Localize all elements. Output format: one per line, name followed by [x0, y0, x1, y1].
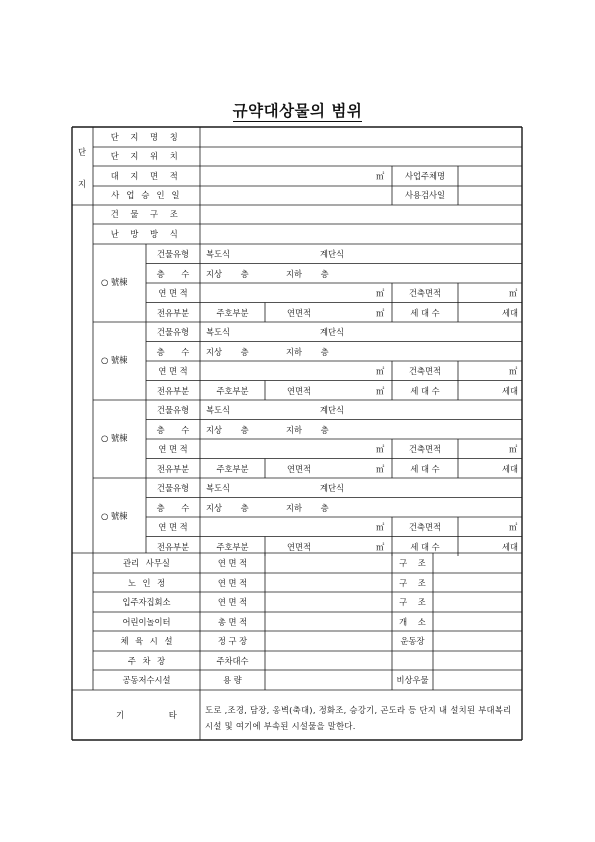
households-label: 세 대 수	[410, 307, 440, 318]
land-area-unit: ㎡	[376, 171, 385, 181]
corridor-type: 복도식	[206, 249, 231, 259]
site-name-label: 단 지 명 칭	[110, 132, 183, 142]
total-area-label: 연 면 적	[158, 444, 188, 454]
corridor-type: 복도식	[206, 327, 231, 337]
floors-label: 층 수	[156, 346, 190, 357]
facility-field-label: 연 면 적	[217, 578, 248, 588]
building-type-label: 건물유형	[156, 483, 190, 493]
total-area-unit: ㎡	[376, 522, 385, 532]
housing-part-label: 주호부분	[216, 463, 249, 474]
floors-above: 지상 층	[206, 424, 249, 435]
site-location-label: 단 지 위 치	[110, 151, 183, 161]
total-area2-unit: ㎡	[376, 385, 385, 396]
footprint-unit: ㎡	[509, 288, 518, 298]
facility-name: 어린이놀이터	[122, 617, 171, 627]
stair-type: 계단식	[320, 327, 345, 337]
inspection-date-label: 사용검사일	[404, 190, 446, 200]
floors-below: 지하 층	[286, 502, 329, 513]
housing-part-label: 주호부분	[216, 385, 249, 396]
footprint-unit: ㎡	[509, 444, 518, 454]
exclusive-label: 전유부분	[156, 307, 190, 318]
facility-right-label: 구 조	[399, 558, 426, 568]
facility-field-label: 총 면 적	[217, 617, 248, 627]
total-area2-label: 연면적	[287, 307, 312, 318]
total-area2-unit: ㎡	[376, 541, 385, 552]
block-label: ○ 號棟	[101, 511, 128, 521]
floors-below: 지하 층	[286, 268, 329, 279]
facility-field-label: 주차대수	[216, 656, 249, 666]
households-label: 세 대 수	[410, 385, 440, 396]
households-unit: 세대	[501, 541, 518, 552]
other-label: 기 타	[116, 710, 177, 720]
land-area-label: 대 지 면 적	[110, 171, 183, 181]
floors-above: 지상 층	[206, 346, 249, 357]
exclusive-label: 전유부분	[156, 541, 190, 552]
floors-label: 층 수	[156, 268, 190, 279]
facility-name: 입주자집회소	[122, 597, 171, 607]
households-unit: 세대	[501, 463, 518, 474]
total-area-label: 연 면 적	[158, 522, 188, 532]
facility-right-label: 개 소	[399, 617, 426, 627]
floors-label: 층 수	[156, 502, 190, 513]
floors-below: 지하 층	[286, 346, 329, 357]
facility-field-label: 연 면 적	[217, 558, 248, 568]
households-label: 세 대 수	[410, 541, 440, 552]
total-area2-label: 연면적	[287, 463, 312, 474]
corridor-type: 복도식	[206, 405, 231, 415]
facility-name: 노 인 정	[127, 578, 166, 588]
approval-date-label: 사 업 승 인 일	[111, 190, 182, 200]
footprint-label: 건축면적	[408, 444, 442, 454]
total-area2-label: 연면적	[287, 541, 312, 552]
total-area2-label: 연면적	[287, 385, 312, 396]
block-label: ○ 號棟	[101, 355, 128, 365]
facility-field-label: 정 구 장	[217, 636, 248, 646]
total-area-label: 연 면 적	[158, 366, 188, 376]
footprint-label: 건축면적	[408, 366, 442, 376]
page-title: 규약대상물의 범위	[232, 102, 363, 120]
other-description: 도로 ,조경, 담장, 옹벽(축대), 정화조, 승강기, 곤도라 등 단지 내 설치된 부대복리시설 및 여기에 부속된 시설물을 말한다.	[205, 705, 512, 731]
building-type-label: 건물유형	[156, 327, 190, 337]
facility-right-label: 비상우물	[396, 675, 429, 685]
footprint-unit: ㎡	[509, 366, 518, 376]
facility-name: 관리 사무실	[123, 558, 170, 568]
households-unit: 세대	[501, 307, 518, 318]
total-area-unit: ㎡	[376, 366, 385, 376]
exclusive-label: 전유부분	[156, 385, 190, 396]
corridor-type: 복도식	[206, 483, 231, 493]
block-label: ○ 號棟	[101, 433, 128, 443]
facility-name: 체 육 시 설	[120, 636, 173, 646]
heating-label: 난 방 방 식	[110, 229, 183, 239]
site-label-bottom: 지	[78, 179, 87, 189]
total-area2-unit: ㎡	[376, 307, 385, 318]
stair-type: 계단식	[320, 249, 345, 259]
block-label: ○ 號棟	[101, 277, 128, 287]
total-area-unit: ㎡	[376, 288, 385, 298]
exclusive-label: 전유부분	[156, 463, 190, 474]
stair-type: 계단식	[320, 483, 345, 493]
facility-name: 주 차 장	[127, 656, 166, 666]
floors-below: 지하 층	[286, 424, 329, 435]
total-area-label: 연 면 적	[158, 288, 188, 298]
households-label: 세 대 수	[410, 463, 440, 474]
footprint-unit: ㎡	[509, 522, 518, 532]
site-label-top: 단	[78, 147, 87, 157]
facility-right-label: 구 조	[399, 597, 426, 607]
total-area2-unit: ㎡	[376, 463, 385, 474]
floors-above: 지상 층	[206, 268, 249, 279]
facility-right-label: 운동장	[400, 636, 425, 646]
building-type-label: 건물유형	[156, 249, 190, 259]
stair-type: 계단식	[320, 405, 345, 415]
structure-label: 건 물 구 조	[110, 209, 183, 219]
business-entity-label: 사업주체명	[404, 171, 446, 181]
facility-field-label: 용 량	[223, 675, 242, 685]
households-unit: 세대	[501, 385, 518, 396]
footprint-label: 건축면적	[408, 522, 442, 532]
housing-part-label: 주호부분	[216, 307, 249, 318]
footprint-label: 건축면적	[408, 288, 442, 298]
housing-part-label: 주호부분	[216, 541, 249, 552]
total-area-unit: ㎡	[376, 444, 385, 454]
floors-label: 층 수	[156, 424, 190, 435]
facility-field-label: 연 면 적	[217, 597, 248, 607]
floors-above: 지상 층	[206, 502, 249, 513]
facility-right-label: 구 조	[399, 578, 426, 588]
building-type-label: 건물유형	[156, 405, 190, 415]
facility-name: 공동저수시설	[122, 675, 171, 685]
